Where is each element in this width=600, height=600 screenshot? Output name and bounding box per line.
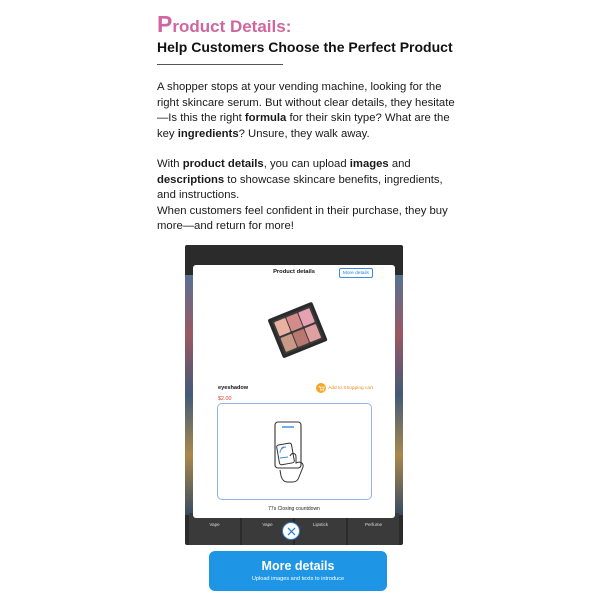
text: When customers feel confident in their purchase, they buy more—and return for more! — [157, 204, 448, 233]
payment-area — [217, 403, 372, 500]
bold-ingredients: ingredients — [177, 127, 239, 140]
text: and — [388, 158, 411, 170]
title-divider — [157, 64, 283, 65]
text: With — [157, 158, 183, 170]
product-name: eyeshadow — [218, 385, 249, 391]
cta-title: More details — [261, 559, 335, 573]
background-products-right — [395, 275, 403, 515]
product-details-modal — [193, 265, 395, 518]
tile-label: Vape — [209, 522, 220, 527]
text: ? Unsure, they walk away. — [238, 127, 370, 140]
shopping-cart-icon — [316, 383, 326, 393]
text: to showcase skincare benefits, ingredients, and instructions. — [157, 173, 443, 202]
cta-subtitle: Upload images and texts to introduce — [251, 576, 345, 582]
close-icon — [287, 527, 296, 536]
modal-title: Product details — [273, 269, 315, 275]
header — [157, 11, 457, 56]
page-subtitle: Help Customers Choose the Perfect Product — [157, 39, 453, 55]
tile-label: Perfume — [364, 522, 382, 527]
bold-formula: formula — [244, 112, 287, 125]
eyeshadow-palette-image — [263, 301, 333, 359]
more-details-button[interactable]: More details — [339, 268, 373, 278]
text: A shopper stops at your vending machine, looking for the right skincare serum. But without clear details, they hesitate—Is this the right — [157, 81, 455, 125]
text: for their skin type? What are the key — [157, 112, 450, 140]
benefit-paragraph — [157, 157, 457, 235]
tap-to-pay-icon — [273, 420, 319, 486]
more-details-cta-button[interactable] — [209, 551, 387, 591]
vending-screen-screenshot — [185, 245, 403, 545]
add-to-cart-button[interactable] — [316, 383, 373, 393]
closing-countdown: 77s Closing countdown — [268, 506, 320, 512]
product-price: $2.00 — [218, 396, 232, 402]
page-title — [157, 11, 457, 37]
bold-images: images — [349, 158, 389, 170]
text: , you can upload — [263, 158, 350, 170]
title-initial: P — [157, 11, 173, 37]
intro-paragraph — [157, 80, 457, 142]
background-products-left — [185, 275, 193, 515]
title-rest: roduct Details: — [172, 17, 292, 36]
close-modal-button[interactable] — [282, 522, 300, 540]
add-to-cart-label: Add to Shopping cart — [328, 385, 373, 391]
tile-label: Lipstick — [312, 522, 328, 527]
bold-product-details: product details — [182, 158, 264, 170]
bold-descriptions: descriptions — [157, 173, 225, 186]
tile-label: Vape — [262, 522, 273, 527]
